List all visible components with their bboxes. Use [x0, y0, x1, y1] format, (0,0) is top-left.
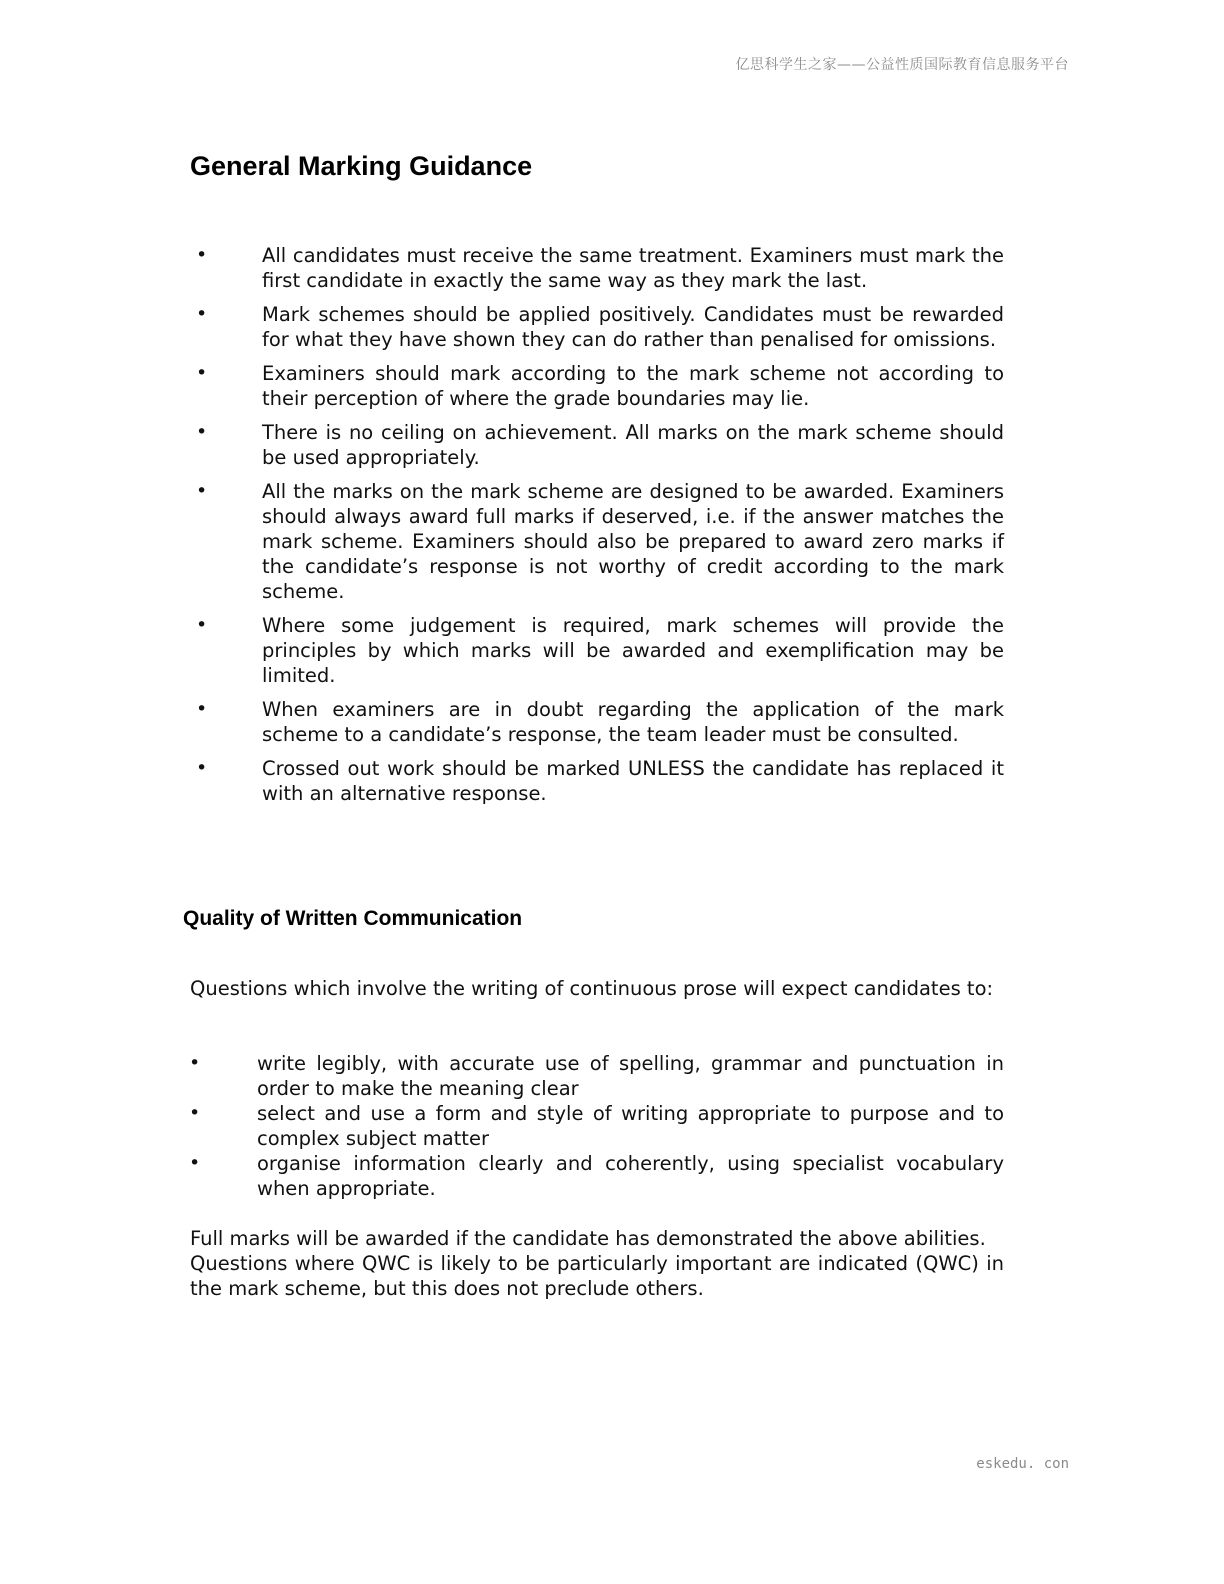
list-item — [190, 243, 1004, 293]
list-item-text: Crossed out work should be marked UNLESS the candidate has replaced it with an alternative response. — [262, 757, 1004, 805]
qwc-indicated-sentence: Questions where QWC is likely to be particularly important are indicated (QWC) in the mark scheme, but this does not preclude others. — [190, 1252, 1004, 1300]
list-item-text: When examiners are in doubt regarding the application of the mark scheme to a candidate’s response, the team leader must be consulted. — [262, 698, 1004, 746]
list-item-text: Where some judgement is required, mark schemes will provide the principles by which marks will be awarded and exemplification may be limited. — [262, 614, 1004, 687]
general-guidance-list — [190, 243, 1004, 815]
bullet-icon: • — [196, 614, 208, 636]
header-watermark: 亿思科学生之家——公益性质国际教育信息服务平台 — [735, 57, 1069, 73]
list-item-text: select and use a form and style of writing appropriate to purpose and to complex subject matter — [257, 1102, 1004, 1150]
full-marks-sentence: Full marks will be awarded if the candidate has demonstrated the above abilities. — [190, 1227, 986, 1250]
qwc-intro-paragraph: Questions which involve the writing of continuous prose will expect candidates to: — [190, 977, 994, 1000]
bullet-icon: • — [196, 244, 208, 266]
bullet-icon: • — [189, 1102, 201, 1124]
list-item — [190, 479, 1004, 604]
bullet-icon: • — [196, 421, 208, 443]
list-item — [185, 1101, 1004, 1151]
section-title-qwc: Quality of Written Communication — [183, 907, 523, 930]
list-item — [190, 613, 1004, 688]
list-item — [190, 756, 1004, 806]
qwc-outro-paragraph — [190, 1226, 1004, 1301]
footer-site-mark: eskedu. con — [976, 1456, 1069, 1472]
list-item — [190, 697, 1004, 747]
list-item — [185, 1151, 1004, 1201]
bullet-icon: • — [196, 757, 208, 779]
list-item-text: All candidates must receive the same treatment. Examiners must mark the first candidate in exactly the same way as they mark the last. — [262, 244, 1004, 292]
bullet-icon: • — [189, 1152, 201, 1174]
list-item-text: Examiners should mark according to the mark scheme not according to their perception of where the grade boundaries may lie. — [262, 362, 1004, 410]
list-item — [190, 361, 1004, 411]
bullet-icon: • — [189, 1052, 201, 1074]
bullet-icon: • — [196, 698, 208, 720]
list-item-text: There is no ceiling on achievement. All marks on the mark scheme should be used appropriately. — [262, 421, 1004, 469]
qwc-list — [185, 1051, 1004, 1201]
page-title: General Marking Guidance — [190, 151, 533, 181]
list-item-text: write legibly, with accurate use of spelling, grammar and punctuation in order to make the meaning clear — [257, 1052, 1004, 1100]
list-item-text: Mark schemes should be applied positively. Candidates must be rewarded for what they have shown they can do rather than penalised for omissions. — [262, 303, 1004, 351]
bullet-icon: • — [196, 362, 208, 384]
list-item — [190, 420, 1004, 470]
bullet-icon: • — [196, 303, 208, 325]
list-item-text: All the marks on the mark scheme are designed to be awarded. Examiners should always award full marks if deserved, i.e. if the answer matches the mark scheme. Examiners should also be prepared to award zero marks if the candidate’s response is not worthy of credit according to the mark scheme. — [262, 480, 1004, 603]
bullet-icon: • — [196, 480, 208, 502]
list-item-text: organise information clearly and coherently, using specialist vocabulary when appropriate. — [257, 1152, 1004, 1200]
list-item — [190, 302, 1004, 352]
list-item — [185, 1051, 1004, 1101]
